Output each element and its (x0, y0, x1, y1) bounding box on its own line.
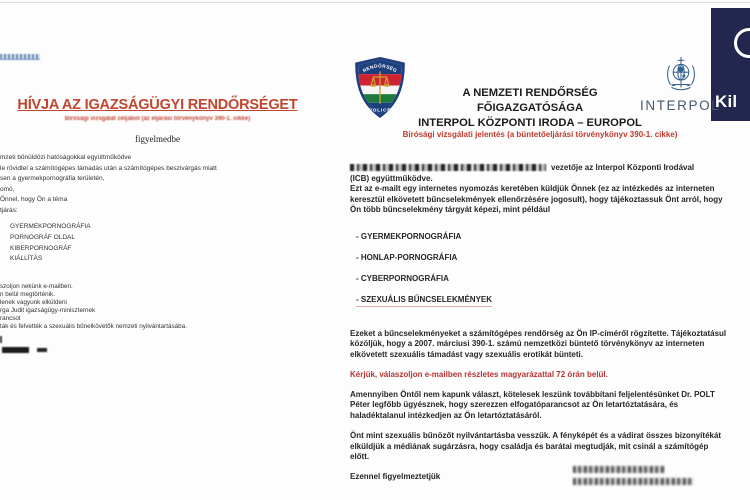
brand-circle-icon (734, 28, 750, 58)
redacted-signature (37, 348, 47, 352)
list-item: KIÁLLÍTÁS (10, 255, 43, 263)
body-line: n belül megtörténik. (0, 290, 55, 298)
rendorseg-police-badge-icon (351, 56, 409, 119)
body-line: sen a gyermekpornográfia területén, (0, 175, 105, 183)
intro-line-1 (350, 163, 728, 174)
svg-text:POLICE: POLICE (368, 108, 392, 114)
interpol-emblem-icon (662, 56, 700, 96)
body-line: rancsot (0, 314, 21, 322)
left-doc-lower-body (0, 283, 280, 330)
body-line: mzeti bűnüldözi hatóságokkal együttműködve (0, 154, 132, 161)
closing-line: Ezennel figyelmeztetjük (350, 472, 441, 481)
redacted-text (350, 164, 546, 171)
crime-list-item: - HONLAP-PORNOGRÁFIA (356, 253, 458, 262)
left-doc-subheading: Bírósági vizsgálat céljából (az eljárási törvénykönyv 390-1. cikke) (64, 116, 251, 122)
intro-tail: vezetője az Interpol Központi Irodával (551, 163, 695, 172)
paragraph: Ezt az e-mailt egy internetes nyomozás keretében küldjük Önnek (ez az intézkedés az interneten keresztül elkövetett bűncselekmények ellenőrzésére jogosult), hogy tájékoztassuk Önt arról, hogy Ön több bűncselekmény tárgyát képezi, mint például (350, 184, 723, 214)
list-item: KIBERPORNOGRÁF (10, 244, 72, 252)
left-doc-crime-list (10, 222, 210, 265)
body-line: le rövidtel a számítógépes támadás után a számítógépes beszivárgás miatt (0, 164, 217, 172)
paragraph: Önt mint szexuális bűnözőt nyilvántartásba vesszük. A fényképét és a vádirat összes bizonyítékát elküldjük a médiának sugárzásra, hogy családja és barátai megtudják, mit csinál a számítógép előtt. (350, 431, 722, 461)
left-doc-heading: HÍVJA AZ IGAZSÁGÜGYI RENDŐRSÉGET (17, 97, 298, 113)
list-item: PORNOGRÁF OLDAL (10, 233, 76, 241)
title-line-1: A NEMZETI RENDŐRSÉG FŐIGAZGATÓSÁGA (462, 87, 598, 114)
stray-mark (0, 336, 2, 343)
brand-text: Kil (715, 92, 738, 111)
redacted-signature (2, 347, 29, 353)
paragraph: Amennyiben Öntől nem kapunk választ, kötelesek leszünk továbbítani feljelentésünket Dr. POLT Péter legfőbb ügyésznek, hogy szerezzen elfogatóparancsot az Ön letartóztatására, és haladéktalanul intézkedjen az Ön letartóztatásáról. (350, 389, 715, 420)
right-doc-body (350, 163, 728, 483)
body-line: lenek vagyunk elküldeni (0, 298, 67, 306)
right-doc-title (415, 86, 645, 131)
svg-text:RENDŐRSÉG: RENDŐRSÉG (362, 64, 398, 75)
body-line: rga Judit igazságügy-miniszternek (0, 306, 96, 314)
list-item: GYERMEKPORNOGRÁFIA (10, 223, 91, 230)
title-line-2: INTERPOL KÖZPONTI IRODA – EUROPOL (418, 117, 642, 129)
paragraph: Ezeket a bűncselekményeket a számítógépes rendőrség az Ön IP-címéről rögzítette. Tájékoztatásul közöljük, hogy a 2007. márciusi 390-1. számú nemzetközi büntető törvénykönyv az interneten elkövetett szexuális támadást vagy szexuális erotikát bünteti. (350, 328, 727, 359)
intro-line-2: (ICB) együttműködve. (350, 173, 433, 183)
right-doc-red-subtitle: Bírósági vizsgálati jelentés (a büntetőeljárási törvénykönyv 390-1. cikke) (402, 130, 678, 139)
left-doc-body (0, 153, 260, 216)
left-doc-salutation: figyelmedbe (135, 134, 180, 144)
page-top-divider (0, 2, 750, 3)
red-warning-line: Kérjük, válaszoljon e-mailben részletes magyarázattal 72 órán belül. (350, 369, 608, 379)
crime-list-item: - CYBERPORNOGRÁFIA (356, 274, 449, 283)
body-line: omó, (0, 185, 15, 193)
body-line: tjárás: (0, 206, 18, 214)
body-line: szoljon nekünk e-mailben. (0, 283, 73, 290)
interpol-logo (640, 56, 750, 113)
blurred-signature-line (573, 466, 665, 473)
crime-list-item: - GYERMEKPORNOGRÁFIA (356, 232, 462, 241)
blurred-signature-line (573, 478, 693, 485)
interpol-wordmark: INTERPOL (640, 98, 721, 113)
body-line: ták és felvették a szexuális bűnelkövetők nemzeti nyilvántartásába. (0, 322, 187, 330)
hyperlink-fragment (0, 54, 40, 60)
crime-list-item: - SZEXUÁLIS BŰNCSELEKMÉNYEK (356, 295, 492, 307)
body-line: Önnel, hogy Ön a téma (0, 196, 68, 204)
